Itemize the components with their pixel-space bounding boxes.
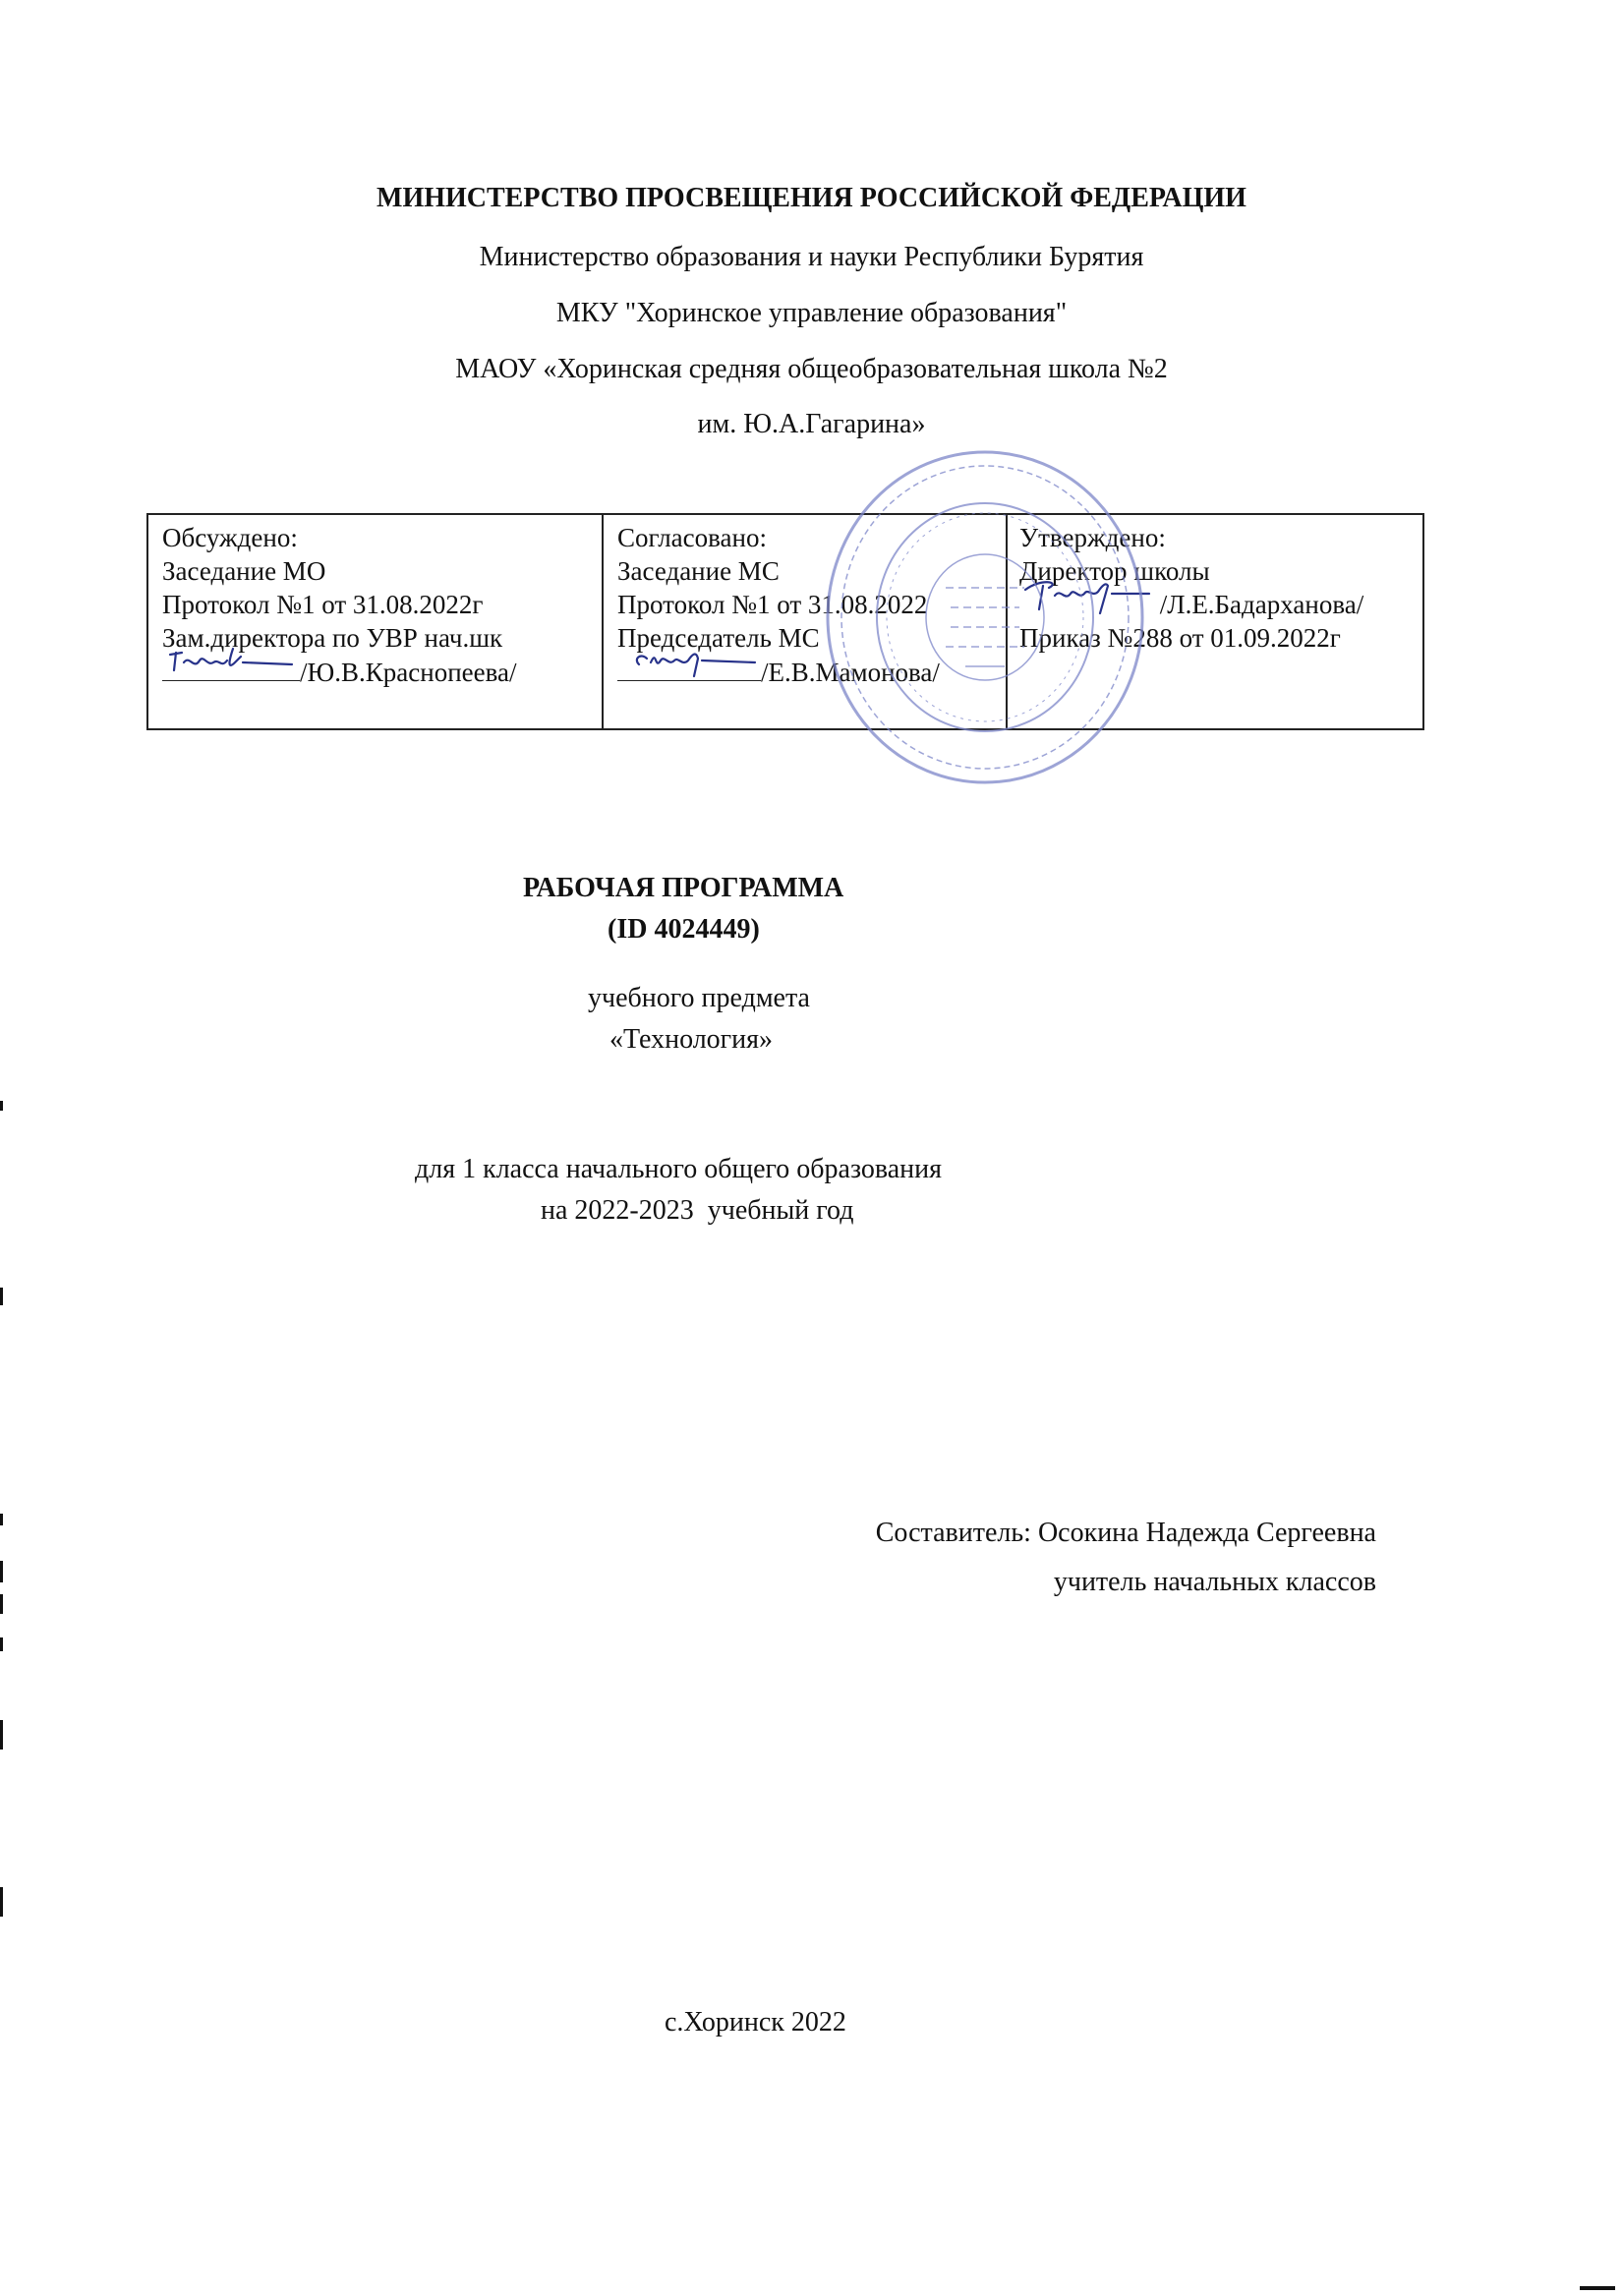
approved-order: Приказ №288 от 01.09.2022г (1019, 623, 1341, 653)
department-name: МКУ "Хоринское управление образования" (555, 298, 1068, 328)
school-name-line1: МАОУ «Хоринская средняя общеобразовательная школа №2 (455, 354, 1168, 384)
program-id: (ID 4024449) (608, 914, 760, 945)
discussed-signer: /Ю.В.Краснопеева/ (300, 658, 517, 687)
approved-signer: /Л.Е.Бадарханова/ (1159, 590, 1364, 619)
scan-mark (0, 1637, 3, 1651)
scan-mark (0, 1887, 3, 1917)
discussed-signature-row (162, 655, 602, 689)
agreed-cell (604, 515, 1008, 728)
discussed-cell (148, 515, 604, 728)
scan-mark (1580, 2286, 1615, 2290)
regional-ministry: Министерство образования и науки Республики Бурятия (479, 242, 1144, 272)
approved-cell (1008, 515, 1422, 728)
scan-mark (0, 1101, 3, 1111)
author-position: учитель начальных классов (1053, 1567, 1376, 1597)
signature-line (617, 655, 761, 681)
school-year: на 2022-2023 учебный год (541, 1195, 854, 1226)
scan-mark (0, 1514, 3, 1525)
approved-signature-row (1019, 588, 1422, 621)
agreed-signature-row (617, 655, 1006, 689)
approved-line1: Директор школы (1019, 556, 1210, 586)
subject-label: учебного предмета (588, 983, 810, 1013)
ministry-title: МИНИСТЕРСТВО ПРОСВЕЩЕНИЯ РОССИЙСКОЙ ФЕДЕРАЦИИ (377, 183, 1246, 213)
signature-icon (1021, 574, 1155, 617)
agreed-line2: Протокол №1 от 31.08.2022 (617, 590, 928, 619)
scan-mark (0, 1720, 3, 1750)
place-year: с.Хоринск 2022 (665, 2007, 846, 2038)
subject-name: «Технология» (609, 1024, 774, 1055)
grade-line: для 1 класса начального общего образования (415, 1154, 943, 1184)
discussed-line1: Заседание МО (162, 556, 326, 586)
agreed-title: Согласовано: (617, 523, 767, 552)
signature-icon (619, 641, 763, 680)
signature-line (162, 655, 300, 681)
discussed-line3: Зам.директора по УВР нач.шк (162, 623, 503, 653)
discussed-title: Обсуждено: (162, 523, 298, 552)
program-title: РАБОЧАЯ ПРОГРАММА (523, 873, 844, 903)
author-name: Составитель: Осокина Надежда Сергеевна (875, 1518, 1376, 1548)
discussed-line2: Протокол №1 от 31.08.2022г (162, 590, 484, 619)
agreed-line3: Председатель МС (617, 623, 820, 653)
approved-title: Утверждено: (1019, 523, 1166, 552)
signature-icon (164, 641, 302, 680)
signature-line (1019, 588, 1153, 613)
school-name-line2: им. Ю.А.Гагарина» (697, 409, 926, 439)
agreed-line1: Заседание МС (617, 556, 780, 586)
agreed-signer: /Е.В.Мамонова/ (761, 658, 940, 687)
scan-mark (0, 1594, 3, 1614)
approval-table (146, 513, 1424, 730)
scan-mark (0, 1288, 3, 1305)
scan-mark (0, 1561, 3, 1582)
